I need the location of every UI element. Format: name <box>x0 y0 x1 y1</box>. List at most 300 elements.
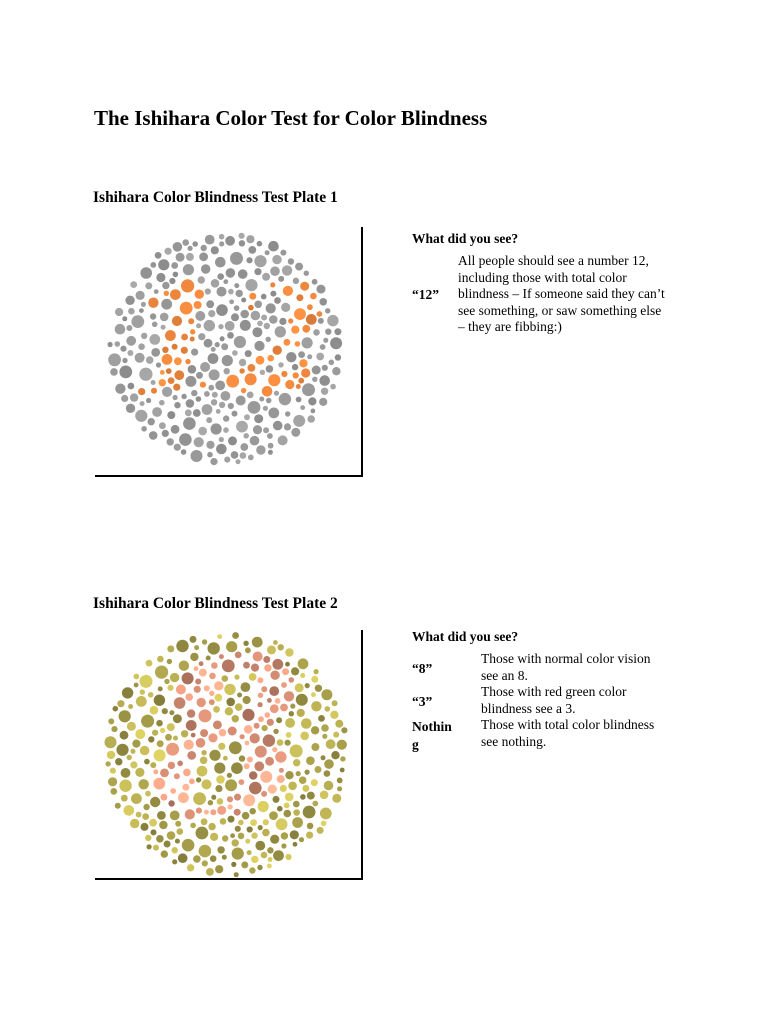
background-dot <box>254 414 263 423</box>
figure-dot <box>161 794 168 801</box>
background-dot <box>139 779 149 789</box>
background-dot <box>261 294 267 300</box>
background-dot <box>257 321 263 327</box>
background-dot <box>199 845 212 858</box>
background-dot <box>155 252 162 259</box>
background-dot <box>188 246 193 251</box>
background-dot <box>250 808 256 814</box>
figure-dot <box>247 757 253 763</box>
background-dot <box>308 397 316 405</box>
figure-dot <box>272 659 283 670</box>
figure-dot <box>254 761 264 771</box>
background-dot <box>238 269 248 279</box>
background-dot <box>285 662 290 667</box>
figure-dot <box>282 668 289 675</box>
figure-dot <box>280 704 288 712</box>
background-dot <box>311 779 318 786</box>
background-dot <box>188 365 197 374</box>
background-dot <box>156 720 163 727</box>
figure-dot <box>295 341 301 347</box>
figure-dot <box>279 768 284 773</box>
background-dot <box>210 855 217 862</box>
background-dot <box>164 679 169 684</box>
figure-dot <box>196 808 202 814</box>
background-dot <box>141 302 146 307</box>
background-dot <box>169 710 174 715</box>
background-dot <box>139 368 152 381</box>
figure-dot <box>306 314 317 325</box>
background-dot <box>219 437 224 442</box>
background-dot <box>340 768 345 773</box>
background-dot <box>324 759 334 769</box>
background-dot <box>321 821 327 827</box>
background-dot <box>286 732 292 738</box>
background-dot <box>302 383 315 396</box>
background-dot <box>201 245 207 251</box>
figure-dot <box>213 721 222 730</box>
background-dot <box>211 423 222 434</box>
background-dot <box>204 320 215 331</box>
background-dot <box>307 415 315 423</box>
figure-dot <box>177 761 183 767</box>
background-dot <box>136 291 145 300</box>
background-dot <box>312 801 318 807</box>
background-dot <box>152 322 158 328</box>
background-dot <box>175 839 180 844</box>
background-dot <box>223 415 229 421</box>
background-dot <box>134 674 140 680</box>
background-dot <box>252 327 262 337</box>
figure-dot <box>168 762 175 769</box>
background-dot <box>319 398 327 406</box>
background-dot <box>284 423 291 430</box>
background-dot <box>323 338 328 343</box>
background-dot <box>278 276 284 282</box>
background-dot <box>217 287 227 297</box>
page-title: The Ishihara Color Test for Color Blindness <box>94 106 488 130</box>
figure-dot <box>173 384 180 391</box>
figure-dot <box>138 388 145 395</box>
figure-dot <box>294 308 306 320</box>
figure-dot <box>257 677 263 683</box>
background-dot <box>279 393 291 405</box>
background-dot <box>239 240 245 246</box>
background-dot <box>330 337 342 349</box>
background-dot <box>267 864 272 869</box>
background-dot <box>239 359 246 366</box>
background-dot <box>172 847 178 853</box>
background-dot <box>299 837 304 842</box>
figure-dot <box>170 289 181 300</box>
background-dot <box>192 241 198 247</box>
background-dot <box>285 793 294 802</box>
background-dot <box>120 731 129 740</box>
figure-dot <box>235 652 242 659</box>
background-dot <box>276 717 282 723</box>
plate-2-figure-frame <box>95 630 363 880</box>
background-dot <box>295 263 303 271</box>
background-dot <box>181 394 186 399</box>
background-dot <box>313 329 320 336</box>
background-dot <box>317 285 326 294</box>
background-dot <box>171 262 178 269</box>
background-dot <box>208 310 215 317</box>
background-dot <box>244 414 250 420</box>
background-dot <box>158 259 169 270</box>
background-dot <box>227 773 232 778</box>
background-dot <box>116 744 128 756</box>
background-dot <box>221 343 228 350</box>
background-dot <box>222 835 228 841</box>
background-dot <box>288 782 297 791</box>
figure-dot <box>187 751 196 760</box>
figure-dot <box>258 702 263 707</box>
figure-dot <box>182 784 189 791</box>
background-dot <box>247 392 254 399</box>
figure-dot <box>243 662 250 669</box>
background-dot <box>267 645 276 654</box>
figure-dot <box>211 662 218 669</box>
background-dot <box>141 426 147 432</box>
background-dot <box>122 358 127 363</box>
background-dot <box>205 235 215 245</box>
background-dot <box>113 706 119 712</box>
figure-dot <box>210 809 216 815</box>
figure-dot <box>195 290 204 299</box>
background-dot <box>268 857 273 862</box>
background-dot <box>215 785 222 792</box>
background-dot <box>154 289 159 294</box>
figure-dot <box>250 733 260 743</box>
figure-dot <box>251 664 259 672</box>
background-dot <box>231 762 243 774</box>
figure-dot <box>214 681 223 690</box>
figure-dot <box>293 372 299 378</box>
background-dot <box>224 684 235 695</box>
figure-dot <box>291 326 299 334</box>
background-dot <box>128 383 135 390</box>
figure-dot <box>285 380 294 389</box>
background-dot <box>240 452 247 459</box>
background-dot <box>279 318 286 325</box>
background-dot <box>216 444 227 455</box>
background-dot <box>322 365 328 371</box>
background-dot <box>202 779 212 789</box>
figure-dot <box>208 733 217 742</box>
background-dot <box>295 683 304 692</box>
background-dot <box>150 313 156 319</box>
background-dot <box>127 755 132 760</box>
background-dot <box>290 704 295 709</box>
background-dot <box>301 718 312 729</box>
background-dot <box>115 324 126 335</box>
background-dot <box>130 819 139 828</box>
background-dot <box>315 766 322 773</box>
background-dot <box>193 792 206 805</box>
figure-dot <box>258 693 263 698</box>
background-dot <box>205 288 211 294</box>
background-dot <box>276 818 288 830</box>
figure-dot <box>248 305 254 311</box>
background-dot <box>228 403 234 409</box>
plate-2-dot-image <box>95 630 361 878</box>
background-dot <box>122 316 127 321</box>
background-dot <box>293 759 300 766</box>
background-dot <box>274 391 279 396</box>
background-dot <box>262 725 268 731</box>
background-dot <box>293 809 300 816</box>
background-dot <box>132 740 140 748</box>
background-dot <box>138 343 145 350</box>
background-dot <box>155 666 168 679</box>
background-dot <box>319 298 327 306</box>
figure-dot <box>189 778 195 784</box>
figure-dot <box>239 779 245 785</box>
figure-dot <box>185 809 195 819</box>
background-dot <box>307 792 315 800</box>
figure-dot <box>265 757 274 766</box>
background-dot <box>152 730 158 736</box>
figure-dot <box>268 785 277 794</box>
figure-dot <box>174 357 182 365</box>
background-dot <box>199 252 208 261</box>
background-dot <box>312 279 318 285</box>
figure-dot <box>275 751 286 762</box>
background-dot <box>176 253 185 262</box>
background-dot <box>236 421 248 433</box>
background-dot <box>130 761 137 768</box>
figure-dot <box>249 771 257 779</box>
background-dot <box>243 696 251 704</box>
background-dot <box>107 751 115 759</box>
background-dot <box>311 726 319 734</box>
background-dot <box>108 342 113 347</box>
background-dot <box>130 281 137 288</box>
figure-dot <box>170 788 176 794</box>
background-dot <box>330 711 338 719</box>
background-dot <box>208 642 220 654</box>
background-dot <box>247 826 253 832</box>
background-dot <box>232 839 239 846</box>
background-dot <box>156 835 164 843</box>
background-dot <box>311 676 318 683</box>
figure-dot <box>199 709 212 722</box>
figure-dot <box>165 330 176 341</box>
background-dot <box>152 407 162 417</box>
background-dot <box>145 835 151 841</box>
background-dot <box>270 291 276 297</box>
background-dot <box>193 855 201 863</box>
background-dot <box>108 718 114 724</box>
background-dot <box>246 235 254 243</box>
figure-dot <box>219 729 227 737</box>
background-dot <box>326 739 336 749</box>
background-dot <box>211 795 216 800</box>
background-dot <box>131 315 144 328</box>
background-dot <box>198 333 205 340</box>
background-dot <box>273 850 284 861</box>
figure-dot <box>268 374 280 386</box>
background-dot <box>231 451 239 459</box>
background-dot <box>248 401 261 414</box>
figure-dot <box>270 282 275 287</box>
background-dot <box>285 740 291 746</box>
background-dot <box>121 795 128 802</box>
background-dot <box>275 326 286 337</box>
background-dot <box>332 700 338 706</box>
background-dot <box>226 641 237 652</box>
figure-dot <box>199 669 207 677</box>
background-dot <box>105 761 110 766</box>
background-dot <box>159 422 166 429</box>
background-dot <box>291 428 300 437</box>
background-dot <box>194 437 204 447</box>
background-dot <box>285 854 291 860</box>
background-dot <box>159 400 165 406</box>
background-dot <box>131 793 142 804</box>
background-dot <box>252 637 263 648</box>
background-dot <box>108 777 117 786</box>
background-dot <box>306 756 315 765</box>
background-dot <box>196 323 201 328</box>
background-dot <box>126 336 136 346</box>
figure-dot <box>261 686 267 692</box>
background-dot <box>266 337 271 342</box>
background-dot <box>170 673 179 682</box>
background-dot <box>212 392 218 398</box>
figure-dot <box>153 778 165 790</box>
figure-dot <box>174 697 186 709</box>
background-dot <box>257 865 262 870</box>
background-dot <box>140 267 152 279</box>
background-dot <box>211 347 216 352</box>
plate-1-answer-label: “12” <box>412 287 439 302</box>
figure-dot <box>281 682 287 688</box>
background-dot <box>201 818 208 825</box>
figure-dot <box>164 291 169 296</box>
background-dot <box>288 258 294 264</box>
background-dot <box>219 402 225 408</box>
background-dot <box>317 827 324 834</box>
background-dot <box>270 835 279 844</box>
background-dot <box>330 384 336 390</box>
background-dot <box>150 706 159 715</box>
background-dot <box>331 751 339 759</box>
figure-dot <box>277 775 285 783</box>
figure-dot <box>219 654 224 659</box>
figure-dot <box>281 371 287 377</box>
background-dot <box>274 297 281 304</box>
background-dot <box>265 250 270 255</box>
background-dot <box>173 272 179 278</box>
figure-dot <box>307 304 313 310</box>
background-dot <box>281 303 290 312</box>
background-dot <box>196 396 202 402</box>
background-dot <box>144 759 150 765</box>
background-dot <box>305 770 310 775</box>
background-dot <box>262 273 270 281</box>
figure-dot <box>209 699 215 705</box>
background-dot <box>225 321 235 331</box>
figure-dot <box>204 810 209 815</box>
figure-dot <box>267 355 274 362</box>
background-dot <box>179 433 192 446</box>
background-dot <box>260 370 265 375</box>
background-dot <box>196 372 203 379</box>
background-dot <box>232 715 239 722</box>
figure-dot <box>222 660 235 673</box>
background-dot <box>318 318 324 324</box>
figure-dot <box>261 791 267 797</box>
plate-1-figure-frame <box>95 227 363 477</box>
figure-dot <box>263 656 270 663</box>
background-dot <box>179 661 189 671</box>
background-dot <box>215 257 226 268</box>
background-dot <box>257 241 263 247</box>
background-dot <box>208 800 213 805</box>
figure-dot <box>272 747 277 752</box>
plate-1-title: Ishihara Color Blindness Test Plate 1 <box>93 189 338 206</box>
figure-dot <box>200 382 206 388</box>
background-dot <box>213 706 220 713</box>
background-dot <box>140 675 153 688</box>
figure-dot <box>296 294 303 301</box>
background-dot <box>173 242 183 252</box>
figure-dot <box>200 729 208 737</box>
background-dot <box>216 409 221 414</box>
background-dot <box>181 730 188 737</box>
background-dot <box>232 350 238 356</box>
figure-dot <box>302 325 310 333</box>
plate-1-question: What did you see? <box>412 231 519 246</box>
background-dot <box>270 266 280 276</box>
background-dot <box>311 743 319 751</box>
background-dot <box>195 311 205 321</box>
background-dot <box>248 246 256 254</box>
figure-dot <box>227 804 232 809</box>
figure-dot <box>244 725 253 734</box>
figure-dot <box>168 377 175 384</box>
background-dot <box>176 640 188 652</box>
background-dot <box>300 405 305 410</box>
background-dot <box>115 758 122 765</box>
background-dot <box>128 308 135 315</box>
background-dot <box>251 832 257 838</box>
background-dot <box>183 264 194 275</box>
figure-dot <box>248 364 256 372</box>
background-dot <box>148 692 154 698</box>
background-dot <box>186 399 195 408</box>
background-dot <box>119 366 132 379</box>
background-dot <box>191 450 203 462</box>
background-dot <box>146 356 154 364</box>
background-dot <box>121 395 128 402</box>
figure-dot <box>255 746 267 758</box>
figure-dot <box>263 734 275 746</box>
background-dot <box>316 353 324 361</box>
background-dot <box>267 847 273 853</box>
background-dot <box>325 329 331 335</box>
background-dot <box>286 352 296 362</box>
figure-dot <box>168 800 174 806</box>
background-dot <box>115 308 123 316</box>
background-dot <box>208 823 215 830</box>
background-dot <box>181 449 187 455</box>
background-dot <box>156 273 165 282</box>
background-dot <box>327 315 338 326</box>
figure-dot <box>240 734 245 739</box>
figure-dot <box>196 738 206 748</box>
